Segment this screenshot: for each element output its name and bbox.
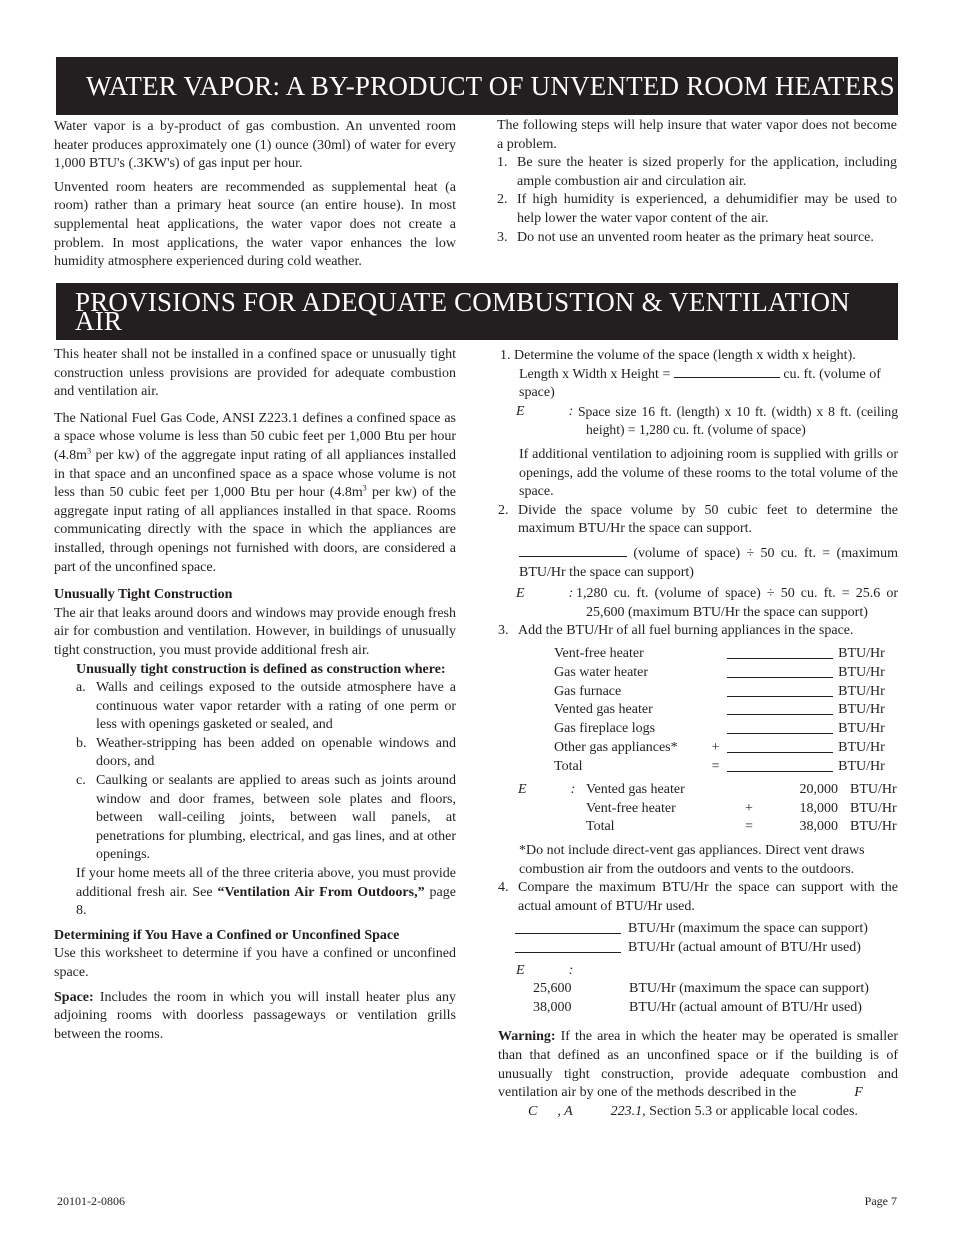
- banner-title: PROVISIONS FOR ADEQUATE COMBUSTION & VENTILATION AIR: [75, 286, 850, 336]
- table-row: Vented gas heater 20,000 BTU/Hr: [586, 782, 897, 798]
- appliance-worksheet: [554, 645, 898, 777]
- step-3-example: E : Vented gas heater 20,000 BTU/Hr Vent-free heater + 18,000 BTU/Hr Total = 38,000 BTU/Hr: [498, 781, 898, 837]
- combustion-left-column: [54, 346, 456, 1044]
- step-2: 2. Divide the space volume by 50 cubic feet to determine the maximum BTU/Hr the space can support.: [498, 502, 898, 537]
- table-row: Gas furnace BTU/Hr: [554, 683, 885, 699]
- btu-input-line[interactable]: [727, 683, 833, 697]
- step-4-worksheet: BTU/Hr (maximum the space can support) BTU/Hr (actual amount of BTU/Hr used): [498, 920, 898, 957]
- volume-blank-line: [519, 546, 627, 557]
- table-row: Vented gas heater BTU/Hr: [554, 702, 885, 718]
- paragraph: Water vapor is a by-product of gas combustion. An unvented room heater produces approximately one (1) ounce (30ml) of water for every 1,000 BTU's (.3KW's) of gas input per hour.: [54, 119, 456, 172]
- list-item: 1. Be sure the heater is sized properly for the application, including ample combustion air and circulation air.: [497, 155, 897, 189]
- step-2-example: E : 1,280 cu. ft. (volume of space) ÷ 50 cu. ft. = 25.6 or 25,600 (maximum BTU/Hr the space can support): [516, 586, 898, 620]
- paragraph: Unvented room heaters are recommended as supplemental heat (a room) rather than a primary heat source (an entire house). In most supplemental heat applications, the water vapor does not create a problem. In most applications, the water vapor enhances the low humidity atmosphere experienced during cold weather.: [54, 179, 456, 270]
- btu-input-line[interactable]: [727, 720, 833, 734]
- table-row: Gas fireplace logs BTU/Hr: [554, 721, 885, 737]
- table-row: Total = BTU/Hr: [554, 758, 885, 774]
- direct-vent-note: *Do not include direct-vent gas appliances. Direct vent draws combustion air from the outdoors and vents to the outdoors.: [519, 842, 865, 877]
- section-banner-combustion-air: [56, 283, 898, 340]
- banner-title: WATER VAPOR: A BY-PRODUCT OF UNVENTED ROOM HEATERS: [86, 70, 895, 101]
- step-1-example: E : Space size 16 ft. (length) x 10 ft. (width) x 8 ft. (ceiling height) = 1,280 cu. ft. (volume of space): [516, 403, 898, 438]
- btu-input-line[interactable]: [727, 758, 833, 772]
- section-banner-water-vapor: [56, 57, 898, 115]
- btu-input-line[interactable]: [727, 739, 833, 753]
- btu-input-line[interactable]: [515, 920, 621, 934]
- step-2-formula: (volume of space) ÷ 50 cu. ft. = (maximum BTU/Hr the space can support): [519, 545, 898, 580]
- list-item: b. Weather-stripping has been added on openable windows and doors, and: [76, 735, 456, 770]
- paragraph: This heater shall not be installed in a confined space or unusually tight construction unless provisions are provided for adequate combustion and ventilation air.: [54, 347, 456, 400]
- subheading: Determining if You Have a Confined or Unconfined Space: [54, 927, 400, 943]
- confined-space-definition: The National Fuel Gas Code, ANSI Z223.1 defines a confined space as a space whose volume is less than 50 cubic feet per 1,000 Btu per hour ($4.8m^3$ per kw) of the aggregate input rating of all appliances installed in that space and an unconfined space as a space whose volume is not less than 50 cubic feet per 1,000 Btu per hour ($4.8m^3$ per kw) of the aggregate input rating of all appliances installed in that space. Rooms communicating directly with the space in which the appliances are installed, through openings not furnished with doors, are considered a part of the unconfined space.: [54, 410, 457, 575]
- paragraph: Use this worksheet to determine if you have a confined or unconfined space.: [54, 946, 456, 980]
- step-3: 3. Add the BTU/Hr of all fuel burning appliances in the space.: [498, 623, 854, 639]
- warning-paragraph: Warning: If the area in which the heater may be operated is smaller than that defined as an unconfined space or if the building is of unusually tight construction, provide adequate combustion and ventilation air by one of the methods described in the F: [498, 1029, 898, 1101]
- table-row: 38,000 BTU/Hr (actual amount of BTU/Hr used): [533, 999, 862, 1015]
- ventilation-air-reference: “Ventilation Air From Outdoors,”: [217, 884, 425, 900]
- page-number: Page 7: [864, 1194, 897, 1208]
- step-1: 1. Determine the volume of the space (length x width x height).: [500, 348, 856, 363]
- list-item: a. Walls and ceilings exposed to the outside atmosphere have a continuous water vapor retarder with a rating of one perm or less with openings gasketed or sealed, and: [76, 680, 456, 733]
- warning-code-line: C , A 223.1, Section 5.3 or applicable local codes.: [528, 1103, 858, 1119]
- step-4-example: E : 25,600 BTU/Hr (maximum the space can support) 38,000 BTU/Hr (actual amount of BTU/Hr used): [498, 962, 898, 1018]
- paragraph: If additional ventilation to adjoining room is supplied with grills or openings, add the volume of these rooms to the total volume of the space.: [519, 446, 898, 500]
- water-vapor-right-column: [497, 117, 897, 247]
- table-row: Gas water heater BTU/Hr: [554, 664, 885, 680]
- btu-input-line[interactable]: [515, 939, 621, 953]
- table-row: Vent-free heater + 18,000 BTU/Hr: [586, 800, 897, 816]
- btu-input-line[interactable]: [727, 701, 833, 715]
- document-number: 20101-2-0806: [57, 1194, 125, 1208]
- table-row: Vent-free heater BTU/Hr: [554, 645, 885, 661]
- list-item: 3. Do not use an unvented room heater as the primary heat source.: [497, 229, 874, 245]
- step-4: 4. Compare the maximum BTU/Hr the space can support with the actual amount of BTU/Hr used.: [498, 880, 898, 914]
- list-item: c. Caulking or sealants are applied to areas such as joints around window and door frames, between sole plates and floors, between wall-ceiling joints, between wall panels, at penetrations for plumbing, electrical, and gas lines, and at other openings.: [76, 773, 456, 863]
- water-vapor-left-column: [54, 118, 456, 272]
- step-1-formula: Length x Width x Height = cu. ft. (volume of space): [519, 366, 881, 401]
- space-definition: Space: Includes the room in which you will install heater plus any adjoining rooms with doorless passageways or ventilation grills between the rooms.: [54, 989, 456, 1042]
- subheading: Unusually Tight Construction: [54, 587, 233, 603]
- volume-blank-line: [674, 367, 780, 378]
- table-row: 25,600 BTU/Hr (maximum the space can support): [533, 981, 869, 997]
- btu-input-line[interactable]: [727, 664, 833, 678]
- table-row: Total = 38,000 BTU/Hr: [586, 819, 897, 835]
- list-item: 2. If high humidity is experienced, a dehumidifier may be used to help lower the water vapor content of the air.: [497, 192, 897, 226]
- defined-statement: Unusually tight construction is defined as construction where:: [76, 661, 446, 677]
- paragraph: The following steps will help insure that water vapor does not become a problem.: [497, 118, 897, 152]
- table-row: Other gas appliances* + BTU/Hr: [554, 739, 885, 755]
- btu-input-line[interactable]: [727, 645, 833, 659]
- combustion-right-column: [498, 347, 898, 1121]
- paragraph: The air that leaks around doors and windows may provide enough fresh air for combustion and ventilation. However, in buildings of unusually tight construction, you must provide additional fresh air.: [54, 605, 456, 658]
- criteria-paragraph: If your home meets all of the three criteria above, you must provide additional fresh air. See “Ventilation Air From Outdoors,” page 8.: [76, 866, 456, 919]
